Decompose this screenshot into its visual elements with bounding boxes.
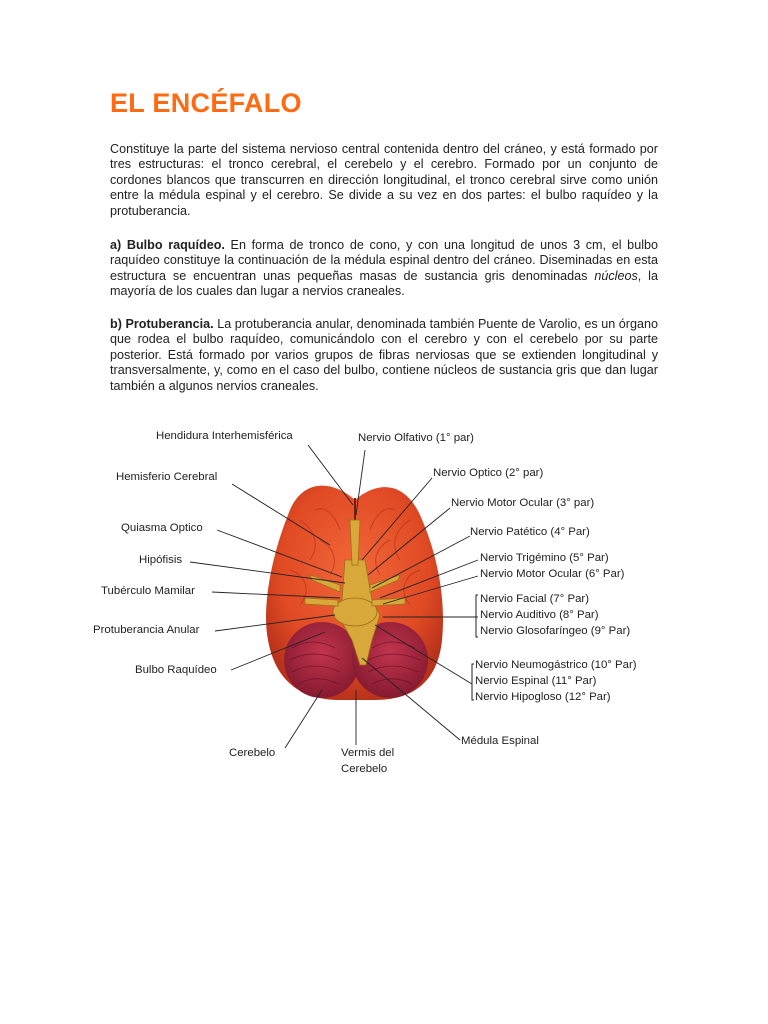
label-optico: Nervio Optico (2° par) [433, 467, 544, 479]
label-hemisferio: Hemisferio Cerebral [116, 471, 218, 483]
label-espinal: Nervio Espinal (11° Par) [475, 675, 597, 687]
label-hendidura: Hendidura Interhemisférica [156, 430, 293, 442]
label-vermis-line2: Cerebelo [341, 763, 388, 775]
label-hipofisis: Hipófisis [139, 554, 183, 566]
label-auditivo: Nervio Auditivo (8° Par) [480, 609, 599, 621]
protuberancia-text: La protuberancia anular, denominada también Puente de Varolio, es un órgano que rodea el bulbo raquídeo, comunicándolo con el cerebro y con el cerebelo por su parte posterior. Está formado por varios grupos de fibras nerviosas que se extienden longitudinal y transversalmente, y, como en el caso del bulbo, contiene núcleos de sustancia gris que dan lugar también a algunos nervios craneales. [110, 317, 658, 393]
label-glosofaringeo: Nervio Glosofaríngeo (9° Par) [480, 625, 631, 637]
label-cerebelo: Cerebelo [229, 747, 276, 759]
bulbo-text-before: En forma de tronco de cono, y con una longitud de unos 3 cm, el bulbo raquídeo constituye la continuación de la médula espinal dentro del cráneo. Diseminadas en esta estructura se encuentran unas pequeñas masas de sustancia gris denominadas [110, 238, 658, 283]
label-neumogastrico: Nervio Neumogástrico (10° Par) [475, 659, 637, 671]
label-motor-ocular-6: Nervio Motor Ocular (6° Par) [480, 568, 625, 580]
label-bulbo: Bulbo Raquídeo [135, 664, 217, 676]
page-title: EL ENCÉFALO [110, 88, 302, 118]
label-medula: Médula Espinal [461, 735, 539, 747]
label-motor-ocular-3: Nervio Motor Ocular (3° par) [451, 497, 595, 509]
label-patetico: Nervio Patético (4° Par) [470, 526, 590, 538]
label-tuberculo: Tubérculo Mamilar [101, 585, 195, 597]
label-trigemino: Nervio Trigémino (5° Par) [480, 552, 609, 564]
label-olfativo: Nervio Olfativo (1° par) [358, 432, 474, 444]
label-facial: Nervio Facial (7° Par) [480, 593, 589, 605]
label-protuberancia: Protuberancia Anular [93, 624, 200, 636]
label-quiasma: Quiasma Optico [121, 522, 203, 534]
intro-paragraph: Constituye la parte del sistema nervioso central contenida dentro del cráneo, y está formado por tres estructuras: el tronco cerebral, el cerebelo y el cerebro. Formado por un conjunto de cordones blancos que transcurren en dirección longitudinal, el tronco cerebral sirve como unión entre la médula espinal y el cerebro. Se divide a su vez en dos partes: el bulbo raquídeo y la protuberancia. [110, 142, 658, 218]
label-vermis-line1: Vermis del [341, 747, 395, 759]
bulbo-text-after: , la mayoría de los cuales dan lugar a nervios craneales. [110, 268, 658, 299]
bulbo-heading: a) Bulbo raquídeo. [110, 238, 225, 252]
protuberancia-heading: b) Protuberancia. [110, 317, 214, 331]
bulbo-italic-term: núcleos [594, 268, 638, 283]
label-hipogloso: Nervio Hipogloso (12° Par) [475, 691, 611, 703]
